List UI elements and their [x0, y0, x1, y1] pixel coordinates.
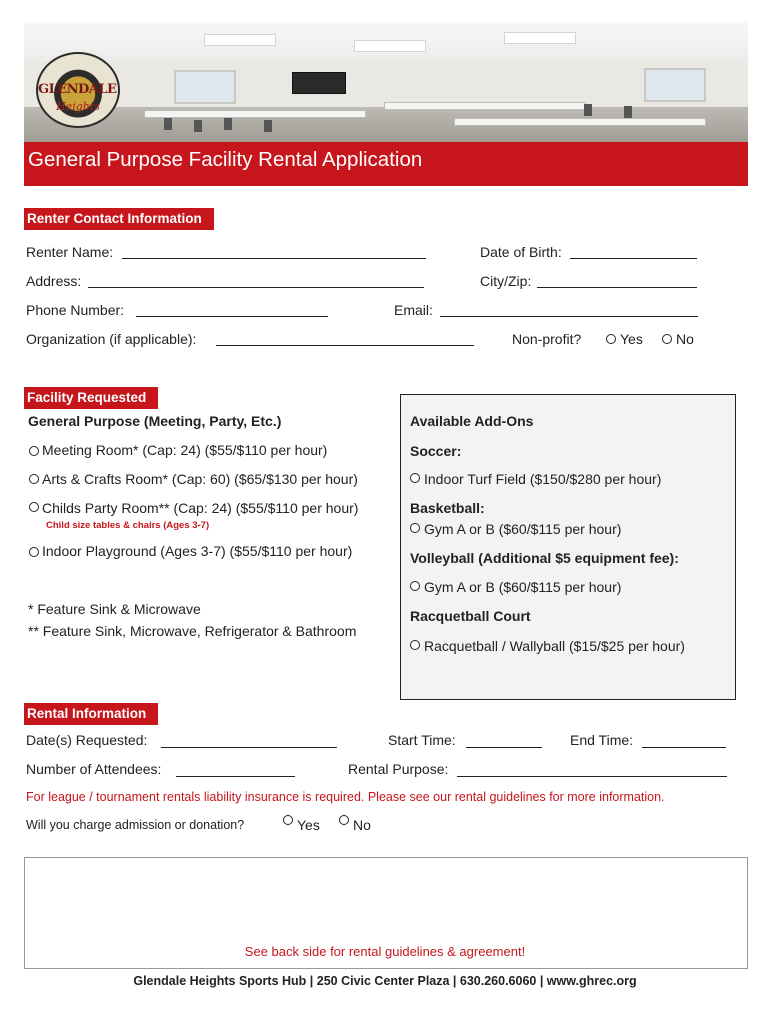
logo-name: GLENDALE: [38, 82, 117, 97]
attendees-label: Number of Attendees:: [26, 761, 162, 777]
turf-field-radio[interactable]: [410, 473, 420, 483]
photo-tables: [454, 118, 706, 126]
dob-field[interactable]: [570, 258, 697, 259]
volleyball-gym-radio[interactable]: [410, 581, 420, 591]
photo-window: [644, 68, 706, 102]
end-time-label: End Time:: [570, 732, 634, 748]
admission-yes-label: Yes: [297, 817, 320, 833]
ceiling-light: [204, 34, 276, 46]
section-facility-requested: Facility Requested: [24, 387, 158, 409]
photo-tables: [144, 110, 366, 118]
volleyball-gym-label: Gym A or B ($60/$115 per hour): [424, 579, 622, 595]
meeting-room-radio[interactable]: [29, 446, 39, 456]
cityzip-field[interactable]: [537, 287, 697, 288]
basketball-gym-radio[interactable]: [410, 523, 420, 533]
racquetball-heading: Racquetball Court: [410, 608, 531, 624]
photo-chair: [624, 106, 632, 118]
admission-yes-radio[interactable]: [283, 815, 293, 825]
email-label: Email:: [394, 302, 433, 318]
childs-party-radio[interactable]: [29, 502, 39, 512]
childs-party-label: Childs Party Room** (Cap: 24) ($55/$110 per hour): [42, 500, 359, 516]
racquetball-radio[interactable]: [410, 640, 420, 650]
photo-chair: [264, 120, 272, 132]
nonprofit-no-radio[interactable]: [662, 334, 672, 344]
nonprofit-label: Non-profit?: [512, 331, 582, 347]
indoor-playground-label: Indoor Playground (Ages 3-7) ($55/$110 per hour): [42, 543, 353, 559]
addons-panel: [400, 394, 736, 700]
footnote-single: * Feature Sink & Microwave: [28, 601, 201, 617]
photo-chair: [584, 104, 592, 116]
indoor-playground-radio[interactable]: [29, 547, 39, 557]
racquetball-label: Racquetball / Wallyball ($15/$25 per hour): [424, 638, 685, 654]
photo-chair: [224, 118, 232, 130]
organization-field[interactable]: [216, 345, 474, 346]
end-time-field[interactable]: [642, 747, 726, 748]
start-time-label: Start Time:: [388, 732, 456, 748]
address-label: Address:: [26, 273, 82, 289]
section-renter-contact: Renter Contact Information: [24, 208, 214, 230]
ceiling-light: [504, 32, 576, 44]
soccer-heading: Soccer:: [410, 443, 462, 459]
footer-contact: Glendale Heights Sports Hub | 250 Civic Center Plaza | 630.260.6060 | www.ghrec.org: [133, 974, 637, 988]
dates-requested-label: Date(s) Requested:: [26, 732, 148, 748]
dob-label: Date of Birth:: [480, 244, 562, 260]
basketball-heading: Basketball:: [410, 500, 485, 516]
cityzip-label: City/Zip:: [480, 273, 532, 289]
footnote-double: ** Feature Sink, Microwave, Refrigerator & Bathroom: [28, 623, 357, 639]
photo-window: [174, 70, 236, 104]
basketball-gym-label: Gym A or B ($60/$115 per hour): [424, 521, 622, 537]
renter-name-label: Renter Name:: [26, 244, 114, 260]
nonprofit-yes-label: Yes: [620, 331, 643, 347]
insurance-note: For league / tournament rentals liability insurance is required. Please see our rental guidelines for more information.: [26, 790, 665, 804]
addons-heading: Available Add-Ons: [410, 413, 534, 429]
meeting-room-label: Meeting Room* (Cap: 24) ($55/$110 per hour): [42, 442, 328, 458]
admission-question: Will you charge admission or donation?: [26, 818, 245, 832]
phone-field[interactable]: [136, 316, 328, 317]
email-field[interactable]: [440, 316, 698, 317]
start-time-field[interactable]: [466, 747, 542, 748]
photo-tv: [292, 72, 346, 94]
photo-tables: [384, 102, 586, 110]
organization-label: Organization (if applicable):: [26, 331, 197, 347]
photo-chair: [164, 118, 172, 130]
ceiling-light: [354, 40, 426, 52]
admission-no-label: No: [353, 817, 371, 833]
section-rental-information: Rental Information: [24, 703, 158, 725]
volleyball-heading: Volleyball (Additional $5 equipment fee):: [410, 550, 679, 566]
attendees-field[interactable]: [176, 776, 295, 777]
logo-sub: Heights: [56, 100, 100, 113]
photo-chair: [194, 120, 202, 132]
facility-heading: General Purpose (Meeting, Party, Etc.): [28, 413, 282, 429]
photo-wall: [24, 62, 748, 107]
arts-crafts-radio[interactable]: [29, 474, 39, 484]
rental-purpose-field[interactable]: [457, 776, 727, 777]
page-title: General Purpose Facility Rental Application: [28, 148, 423, 171]
turf-field-label: Indoor Turf Field ($150/$280 per hour): [424, 471, 662, 487]
nonprofit-yes-radio[interactable]: [606, 334, 616, 344]
dates-requested-field[interactable]: [161, 747, 337, 748]
arts-crafts-label: Arts & Crafts Room* (Cap: 60) ($65/$130 per hour): [42, 471, 358, 487]
rental-purpose-label: Rental Purpose:: [348, 761, 449, 777]
address-field[interactable]: [88, 287, 424, 288]
nonprofit-no-label: No: [676, 331, 694, 347]
childs-party-note: Child size tables & chairs (Ages 3-7): [46, 520, 210, 531]
phone-label: Phone Number:: [26, 302, 125, 318]
admission-no-radio[interactable]: [339, 815, 349, 825]
renter-name-field[interactable]: [122, 258, 426, 259]
back-side-note: See back side for rental guidelines & agreement!: [244, 944, 526, 959]
header-photo: [24, 22, 748, 142]
